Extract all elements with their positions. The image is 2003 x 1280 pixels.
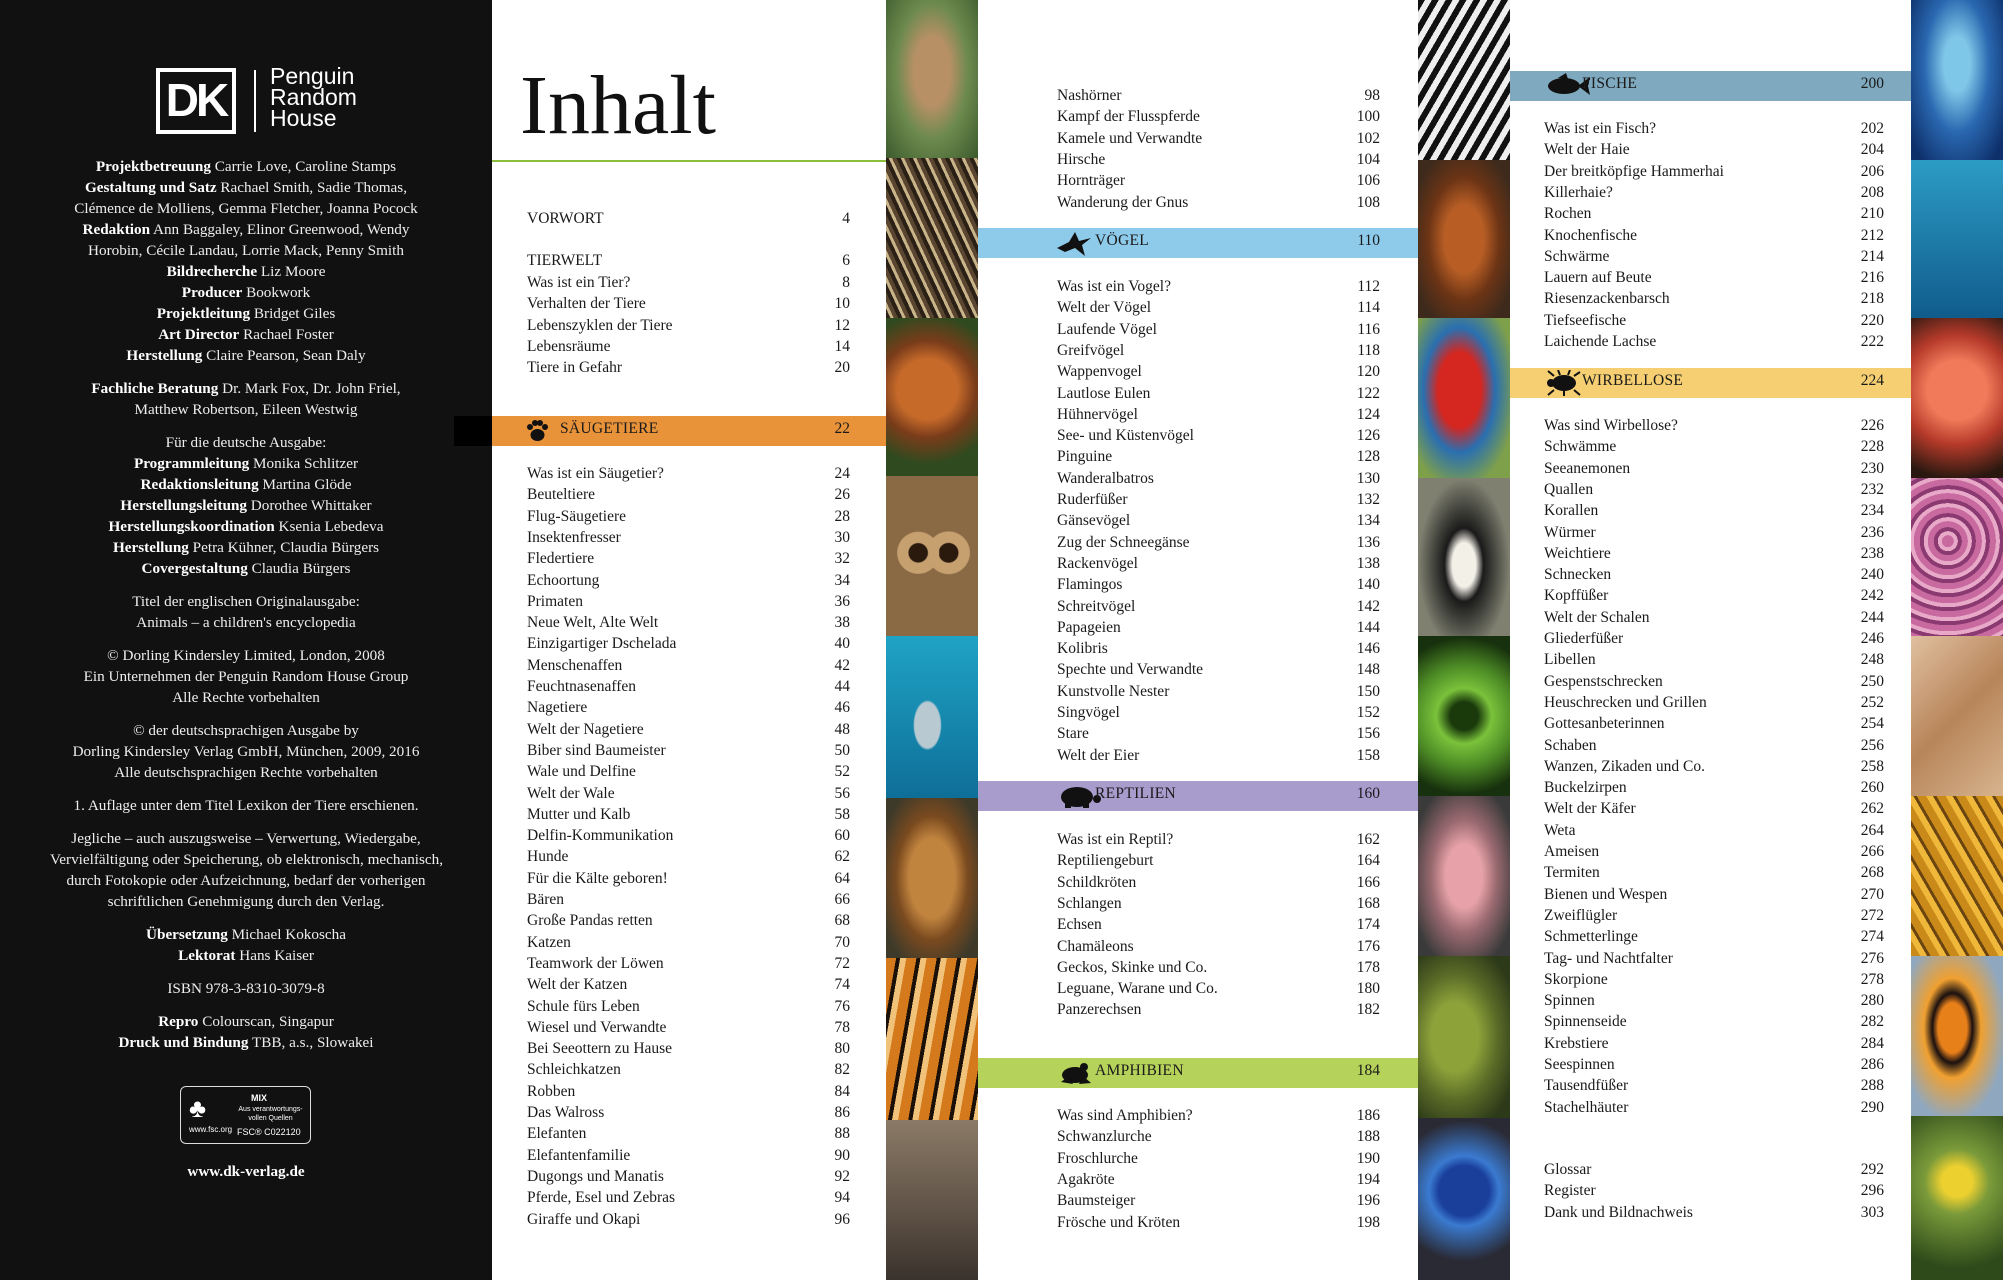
photo-hammerhead-shark [1911, 160, 2003, 318]
section-header-wirbellose[interactable]: WIRBELLOSE 224 [1510, 368, 1911, 398]
toc-entry[interactable]: Teamwork der Löwen 72 [527, 954, 850, 972]
credit-line: Für die deutsche Ausgabe: [165, 434, 327, 451]
toc-entry[interactable]: Ruderfüßer 132 [1057, 491, 1380, 508]
toc-entry[interactable]: Schwanzlurche 188 [1057, 1128, 1380, 1146]
credit-line: Fachliche Beratung Dr. Mark Fox, Dr. John Friel, [91, 380, 401, 397]
toc-entry[interactable]: Katzen 70 [527, 933, 850, 951]
credit-line: Herstellung Claire Pearson, Sean Daly [126, 347, 366, 364]
credit-line [50, 966, 442, 978]
credit-line: Repro Colourscan, Singapur [158, 1013, 334, 1030]
toc-entry[interactable]: Robben 84 [527, 1082, 850, 1100]
credit-line [50, 816, 442, 828]
toc-entry[interactable]: Nashörner 98 [1057, 87, 1380, 104]
toc-entry[interactable]: Ameisen 266 [1544, 843, 1884, 860]
toc-entry[interactable]: Für die Kälte geboren! 64 [527, 869, 850, 887]
toc-entry[interactable]: Was ist ein Tier? 8 [527, 274, 850, 291]
credit-line [50, 999, 442, 1011]
credit-line: Ein Unternehmen der Penguin Random House Group [83, 668, 409, 685]
toc-entry[interactable]: Register 296 [1544, 1182, 1884, 1200]
toc-entry[interactable]: Hühnervögel 124 [1057, 405, 1380, 423]
toc-entry[interactable]: Tausendfüßer 288 [1544, 1077, 1884, 1095]
photo-strip-3 [1911, 0, 2003, 1280]
toc-entry[interactable]: Laufende Vögel 116 [1057, 320, 1380, 338]
credit-line [50, 420, 442, 432]
credit-line: Lektorat Hans Kaiser [178, 947, 314, 964]
toc-entry[interactable]: Welt der Haie 204 [1544, 141, 1884, 159]
credit-line: Dorling Kindersley Verlag GmbH, München, 2009, 2016 [72, 743, 420, 760]
photo-mantis [1911, 636, 2003, 796]
toc-entry[interactable]: Schildkröten 166 [1057, 873, 1380, 891]
toc-entry[interactable]: Neue Welt, Alte Welt 38 [527, 614, 850, 632]
toc-entry[interactable]: Welt der Wale 56 [527, 784, 850, 802]
toc-entry[interactable]: Insektenfresser 30 [527, 528, 850, 546]
toc-entry[interactable]: Schaben 256 [1544, 736, 1884, 754]
photo-orangutan [886, 318, 978, 476]
credit-line: durch Fotokopie oder Aufzeichnung, bedarf der vorherigen [66, 872, 426, 889]
photo-fish-school [1911, 0, 2003, 160]
credit-line: Clémence de Molliens, Gemma Fletcher, Joanna Pocock [74, 200, 418, 217]
credit-line [50, 912, 442, 924]
toc-entry[interactable]: Flamingos 140 [1057, 576, 1380, 594]
photo-antelope [1418, 160, 1510, 318]
toc-entry[interactable]: Der breitköpfige Hammerhai 206 [1544, 162, 1884, 180]
toc-entry[interactable]: Schleichkatzen 82 [527, 1061, 850, 1079]
website-link[interactable]: www.dk-verlag.de [187, 1163, 305, 1180]
toc-entry[interactable]: Flug-Säugetiere 28 [527, 507, 850, 525]
toc-entry[interactable]: TIERWELT 6 [527, 252, 850, 269]
toc-entry[interactable]: Hunde 62 [527, 848, 850, 866]
toc-entry[interactable]: Killerhaie? 208 [1544, 183, 1884, 201]
toc-entry[interactable]: Spinnenseide 282 [1544, 1013, 1884, 1031]
toc-entry[interactable]: Hornträger 106 [1057, 172, 1380, 190]
credit-line: Redaktion Ann Baggaley, Elinor Greenwood, Wendy [82, 221, 410, 238]
photo-zebra [1418, 0, 1510, 160]
toc-entry[interactable]: Delfin-Kommunikation 60 [527, 827, 850, 845]
toc-entry[interactable]: Würmer 236 [1544, 523, 1884, 541]
toc-entry[interactable]: Wappenvogel 120 [1057, 363, 1380, 381]
toc-entry[interactable]: Lebenszyklen der Tiere 12 [527, 316, 850, 334]
toc-entry[interactable]: Skorpione 278 [1544, 970, 1884, 988]
toc-entry[interactable]: Das Walross 86 [527, 1104, 850, 1121]
toc-entry[interactable]: Verhalten der Tiere 10 [527, 295, 850, 313]
toc-entry[interactable]: Lebensräume 14 [527, 337, 850, 355]
toc-entry[interactable]: Welt der Vögel 114 [1057, 299, 1380, 317]
toc-entry[interactable]: Schlangen 168 [1057, 894, 1380, 912]
toc-entry[interactable]: Schnecken 240 [1544, 566, 1884, 584]
toc-entry[interactable]: Wanderalbatros 130 [1057, 469, 1380, 487]
toc-entry[interactable]: Baumsteiger 196 [1057, 1192, 1380, 1210]
credit-line: Producer Bookwork [181, 284, 311, 301]
toc-entry[interactable]: Kolibris 146 [1057, 640, 1380, 658]
credit-line: Herstellungskoordination Ksenia Lebedeva [108, 518, 384, 535]
credit-line [50, 579, 442, 591]
toc-entry[interactable]: Riesenzackenbarsch 218 [1544, 290, 1884, 308]
toc-entry[interactable]: Echsen 174 [1057, 916, 1380, 934]
credit-line: Gestaltung und Satz Rachael Smith, Sadie Thomas, [84, 179, 408, 196]
toc-entry[interactable]: Gottesanbeterinnen 254 [1544, 715, 1884, 733]
toc-entry[interactable]: Schmetterlinge 274 [1544, 928, 1884, 946]
credit-line: © Dorling Kindersley Limited, London, 2008 [107, 647, 385, 664]
toc-entry[interactable]: Papageien 144 [1057, 618, 1380, 636]
credit-line: Alle Rechte vorbehalten [172, 689, 320, 706]
toc-entry[interactable]: Feuchtnasenaffen 44 [527, 678, 850, 695]
credit-line: Art Director Rachael Foster [158, 326, 334, 343]
toc-entry[interactable]: Termiten 268 [1544, 864, 1884, 882]
photo-kangaroo [886, 0, 978, 158]
photo-honeycomb [1911, 796, 2003, 956]
toc-entry[interactable]: Biber sind Baumeister 50 [527, 741, 850, 759]
imprint-panel [0, 0, 492, 1280]
photo-coral [1911, 478, 2003, 636]
toc-entry[interactable]: Chamäleons 176 [1057, 937, 1380, 955]
credit-line: Bildrecherche Liz Moore [166, 263, 326, 280]
toc-entry[interactable]: Giraffe und Okapi 96 [527, 1210, 850, 1228]
toc-entry[interactable]: Beuteltiere 26 [527, 486, 850, 504]
toc-entry[interactable]: Wanderung der Gnus 108 [1057, 193, 1380, 211]
toc-entry[interactable]: Was sind Amphibien? 186 [1057, 1107, 1380, 1124]
toc-entry[interactable]: Pferde, Esel und Zebras 94 [527, 1189, 850, 1207]
credit-line: Jegliche – auch auszugsweise – Verwertung, Wiedergabe, [71, 830, 421, 847]
fsc-tree-icon: ♣ [189, 1093, 207, 1123]
toc-entry[interactable]: Große Pandas retten 68 [527, 912, 850, 930]
photo-slow-loris [886, 476, 978, 636]
toc-entry[interactable]: Nagetiere 46 [527, 699, 850, 717]
publisher-logo [156, 63, 364, 134]
credit-line: Herstellungsleitung Dorothee Whittaker [120, 497, 372, 514]
toc-entry[interactable]: Gänsevögel 134 [1057, 512, 1380, 530]
toc-entry[interactable]: Kopffüßer 242 [1544, 587, 1884, 605]
credit-line [50, 708, 442, 720]
credit-line: Matthew Robertson, Eileen Westwig [134, 401, 358, 418]
credit-line: Alle deutschsprachigen Rechte vorbehalten [114, 764, 378, 781]
toc-entry[interactable]: Spinnen 280 [1544, 992, 1884, 1010]
toc-entry[interactable]: Seeanemonen 230 [1544, 459, 1884, 477]
toc-entry[interactable]: Stare 156 [1057, 725, 1380, 743]
toc-entry[interactable]: Wanzen, Zikaden und Co. 258 [1544, 757, 1884, 775]
photo-dolphin [886, 636, 978, 798]
toc-entry[interactable]: Kamele und Verwandte 102 [1057, 129, 1380, 147]
toc-entry[interactable]: Geckos, Skinke und Co. 178 [1057, 958, 1380, 976]
photo-penguin [1418, 478, 1510, 636]
credit-line: Programmleitung Monika Schlitzer [133, 455, 359, 472]
credit-line: Horobin, Cécile Landau, Lorrie Mack, Penny Smith [88, 242, 404, 259]
toc-entry[interactable]: Bären 66 [527, 891, 850, 908]
credit-line: Vervielfältigung oder Speicherung, ob elektronisch, mechanisch, [50, 851, 444, 868]
toc-entry[interactable]: Singvögel 152 [1057, 704, 1380, 721]
toc-entry[interactable]: Was ist ein Reptil? 162 [1057, 831, 1380, 848]
photo-green-snake [1418, 636, 1510, 796]
toc-entry[interactable]: Buckelzirpen 260 [1544, 779, 1884, 797]
toc-entry[interactable]: Krebstiere 284 [1544, 1034, 1884, 1052]
toc-entry[interactable]: Welt der Schalen 244 [1544, 608, 1884, 626]
credits-block [50, 156, 442, 1053]
toc-entry[interactable]: Was ist ein Fisch? 202 [1544, 120, 1884, 137]
fsc-label: ♣ www.fsc.org MIX Aus verantwortungs-vollen Quellen FSC® C022120 [180, 1086, 311, 1144]
toc-entry[interactable]: Bei Seeottern zu Hause 80 [527, 1040, 850, 1058]
toc-entry[interactable]: Welt der Nagetiere 48 [527, 720, 850, 738]
credit-line: 1. Auflage unter dem Titel Lexikon der Tiere erschienen. [73, 797, 419, 814]
toc-entry[interactable]: Dugongs und Manatis 92 [527, 1167, 850, 1185]
toc-entry[interactable]: Schule fürs Leben 76 [527, 997, 850, 1015]
page-title: Inhalt [520, 59, 716, 152]
toc-entry[interactable]: Leguane, Warane und Co. 180 [1057, 980, 1380, 998]
credit-line: © der deutschsprachigen Ausgabe by [133, 722, 359, 739]
photo-iguana [1418, 956, 1510, 1118]
toc-entry[interactable]: Hirsche 104 [1057, 150, 1380, 168]
photo-elephant [886, 1120, 978, 1280]
toc-entry[interactable]: Wiesel und Verwandte 78 [527, 1018, 850, 1036]
toc-entry[interactable]: VORWORT 4 [527, 210, 850, 227]
credit-line: Projektleitung Bridget Giles [156, 305, 336, 322]
toc-entry[interactable]: Froschlurche 190 [1057, 1149, 1380, 1167]
credit-line [50, 366, 442, 378]
photo-spider [1911, 1116, 2003, 1280]
credit-line: Druck und Bindung TBB, a.s., Slowakei [118, 1034, 374, 1051]
photo-macaw [1418, 318, 1510, 478]
toc-entry[interactable]: Knochenfische 212 [1544, 226, 1884, 244]
toc-entry[interactable]: Reptiliengeburt 164 [1057, 852, 1380, 870]
toc-entry[interactable]: Libellen 248 [1544, 651, 1884, 669]
dk-logo: DK [156, 68, 236, 134]
title-underline [492, 160, 886, 162]
toc-entry[interactable]: Weta 264 [1544, 821, 1884, 839]
toc-entry[interactable]: Tiere in Gefahr 20 [527, 359, 850, 377]
photo-axolotl [1418, 796, 1510, 956]
toc-entry[interactable]: Rackenvögel 138 [1057, 554, 1380, 572]
toc-entry[interactable]: Weichtiere 238 [1544, 544, 1884, 562]
toc-entry[interactable]: Welt der Käfer 262 [1544, 800, 1884, 818]
photo-dingo [886, 798, 978, 958]
toc-entry[interactable]: Gespenstschrecken 250 [1544, 672, 1884, 690]
toc-entry[interactable]: Welt der Katzen 74 [527, 976, 850, 994]
toc-entry[interactable]: Seespinnen 286 [1544, 1056, 1884, 1073]
credit-line: Animals – a children's encyclopedia [136, 614, 356, 631]
toc-entry[interactable]: Einzigartiger Dschelada 40 [527, 635, 850, 653]
toc-entry[interactable]: Kunstvolle Nester 150 [1057, 682, 1380, 700]
toc-entry[interactable]: See- und Küstenvögel 126 [1057, 427, 1380, 445]
toc-entry[interactable]: Glossar 292 [1544, 1161, 1884, 1178]
toc-entry[interactable]: Tiefseefische 220 [1544, 311, 1884, 329]
credit-line: Covergestaltung Claudia Bürgers [141, 560, 351, 577]
photo-poison-dart-frog [1418, 1118, 1510, 1280]
credit-line [50, 783, 442, 795]
credit-line: Titel der englischen Originalausgabe: [132, 593, 360, 610]
toc-entry[interactable]: Schwärme 214 [1544, 247, 1884, 265]
toc-entry[interactable]: Welt der Eier 158 [1057, 746, 1380, 764]
section-header-amphibien[interactable]: AMPHIBIEN 184 [978, 1058, 1418, 1088]
section-header-reptilien[interactable]: REPTILIEN 160 [978, 781, 1418, 811]
toc-entry[interactable]: Panzerechsen 182 [1057, 1001, 1380, 1019]
toc-entry[interactable]: Zweiflügler 272 [1544, 906, 1884, 924]
toc-entry[interactable]: Stachelhäuter 290 [1544, 1098, 1884, 1116]
divider-bar [454, 416, 492, 446]
photo-butterfly [1911, 956, 2003, 1116]
credit-line: ISBN 978-3-8310-3079-8 [167, 980, 325, 997]
toc-entry[interactable]: Heuschrecken und Grillen 252 [1544, 693, 1884, 711]
toc-entry[interactable]: Greifvögel 118 [1057, 341, 1380, 359]
toc-entry[interactable]: Lautlose Eulen 122 [1057, 384, 1380, 402]
toc-entry[interactable]: Zug der Schneegänse 136 [1057, 533, 1380, 551]
toc-entry[interactable]: Lauern auf Beute 216 [1544, 269, 1884, 287]
toc-entry[interactable]: Frösche und Kröten 198 [1057, 1213, 1380, 1231]
toc-entry[interactable]: Wale und Delfine 52 [527, 763, 850, 781]
toc-entry[interactable]: Spechte und Verwandte 148 [1057, 661, 1380, 679]
toc-entry[interactable]: Was ist ein Säugetier? 24 [527, 465, 850, 482]
toc-entry[interactable]: Pinguine 128 [1057, 448, 1380, 466]
toc-entry[interactable]: Laichende Lachse 222 [1544, 333, 1884, 350]
toc-entry[interactable]: Echoortung 34 [527, 571, 850, 589]
credit-line: Übersetzung Michael Kokoscha [146, 926, 346, 943]
photo-strip-2 [1418, 0, 1510, 1280]
toc-entry[interactable]: Bienen und Wespen 270 [1544, 885, 1884, 903]
toc-entry[interactable]: Korallen 234 [1544, 502, 1884, 520]
toc-entry[interactable]: Gliederfüßer 246 [1544, 630, 1884, 647]
photo-strip-1 [886, 0, 978, 1280]
toc-entry[interactable]: Kampf der Flusspferde 100 [1057, 108, 1380, 126]
section-header-vögel[interactable]: VÖGEL 110 [978, 228, 1418, 258]
credit-line: Projektbetreuung Carrie Love, Caroline Stamps [95, 158, 397, 175]
toc-entry[interactable]: Was sind Wirbellose? 226 [1544, 417, 1884, 434]
toc-entry[interactable]: Dank und Bildnachweis 303 [1544, 1203, 1884, 1221]
section-header-säugetiere[interactable]: SÄUGETIERE 22 [492, 416, 886, 446]
toc-entry[interactable]: Agakröte 194 [1057, 1170, 1380, 1188]
toc-entry[interactable]: Tag- und Nachtfalter 276 [1544, 949, 1884, 967]
toc-entry[interactable]: Mutter und Kalb 58 [527, 805, 850, 823]
credit-line: schriftlichen Genehmigung durch den Verlag. [107, 893, 385, 910]
toc-entry[interactable]: Elefantenfamilie 90 [527, 1146, 850, 1164]
section-header-fische[interactable]: FISCHE 200 [1510, 71, 1911, 101]
toc-entry[interactable]: Menschenaffen 42 [527, 656, 850, 674]
credit-line: Redaktionsleitung Martina Glöde [140, 476, 352, 493]
toc-entry[interactable]: Quallen 232 [1544, 480, 1884, 498]
toc-entry[interactable]: Elefanten 88 [527, 1125, 850, 1143]
photo-jellyfish [1911, 318, 2003, 478]
toc-entry[interactable]: Schwämme 228 [1544, 438, 1884, 456]
photo-echidna [886, 158, 978, 318]
toc-entry[interactable]: Was ist ein Vogel? 112 [1057, 278, 1380, 295]
photo-tiger [886, 958, 978, 1120]
penguin-random-house-logo: Penguin Random House [270, 63, 357, 131]
credit-line: Herstellung Petra Kühner, Claudia Bürgers [112, 539, 380, 556]
credit-line [50, 633, 442, 645]
toc-entry[interactable]: Schreitvögel 142 [1057, 597, 1380, 615]
toc-entry[interactable]: Rochen 210 [1544, 205, 1884, 223]
toc-entry[interactable]: Fledertiere 32 [527, 550, 850, 568]
toc-entry[interactable]: Primaten 36 [527, 592, 850, 610]
